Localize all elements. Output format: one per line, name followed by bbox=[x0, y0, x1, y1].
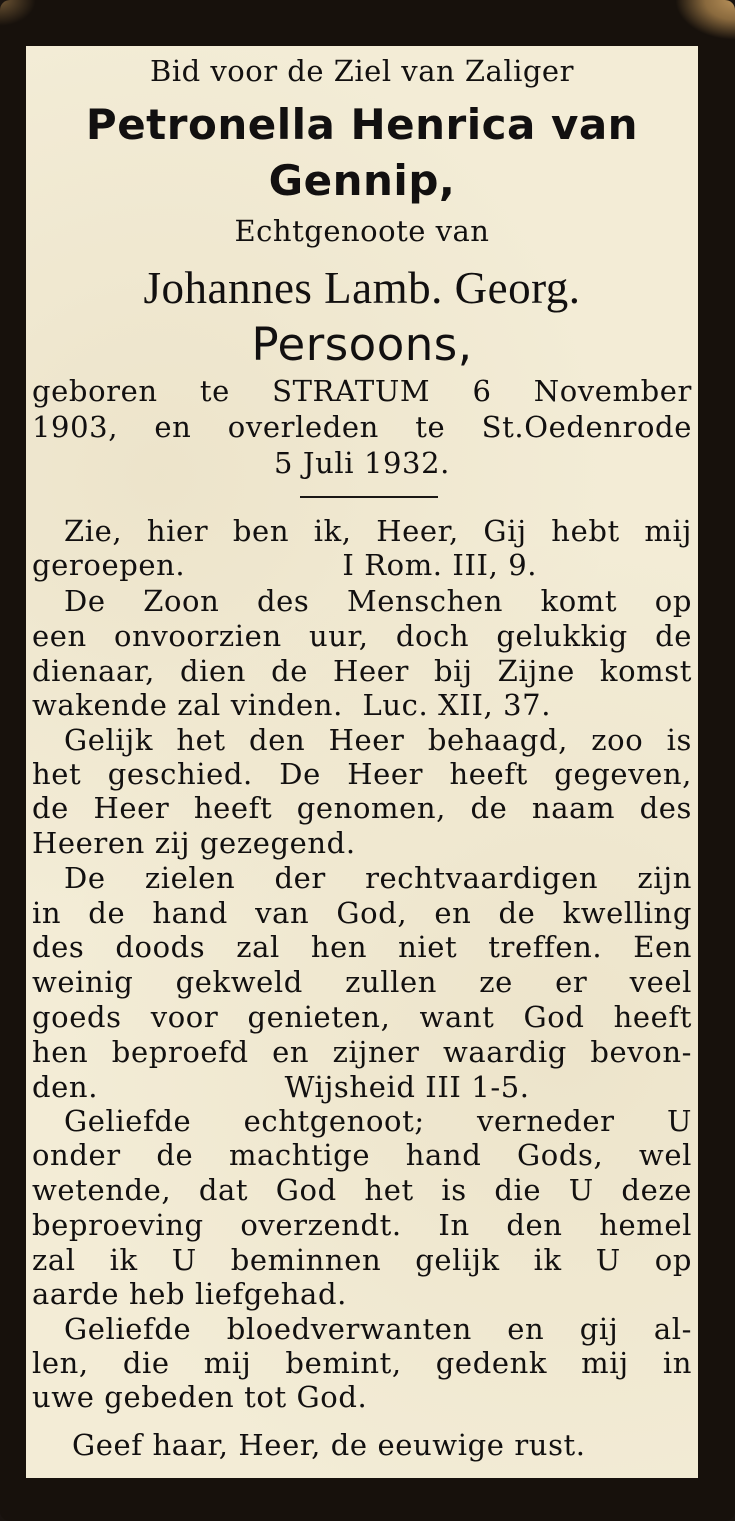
deceased-name-line2: Gennip, bbox=[268, 156, 456, 205]
death-line: 1903, en overleden te St.Oedenrode bbox=[32, 410, 692, 444]
verse-line: De zielen der rechtvaardigen zijn bbox=[64, 861, 692, 895]
deceased-name-line1: Petronella Henrica van bbox=[85, 100, 639, 149]
verse-line: het geschied. De Heer heeft gegeven, bbox=[32, 757, 692, 791]
death-date-line: 5 Juli 1932. bbox=[274, 446, 450, 480]
verse-line: een onvoorzien uur, doch gelukkig de bbox=[32, 619, 692, 653]
verse-line: hen beproefd en zijner waardig bevon- bbox=[32, 1035, 692, 1069]
divider-rule bbox=[300, 496, 438, 498]
verse-line: De Zoon des Menschen komt op bbox=[64, 584, 692, 618]
verse-line: beproeving overzendt. In den hemel bbox=[32, 1208, 692, 1242]
verse-line: wakende zal vinden. Luc. XII, 37. bbox=[32, 688, 552, 722]
verse-line: goeds voor genieten, want God heeft bbox=[32, 1000, 692, 1034]
worn-corner bbox=[675, 0, 735, 40]
verse-line: wetende, dat God het is die U deze bbox=[32, 1173, 692, 1207]
verse-line: weinig gekweld zullen ze er veel bbox=[32, 965, 692, 999]
verse-line: dienaar, dien de Heer bij Zijne komst bbox=[32, 654, 692, 688]
closing-prayer: Geef haar, Heer, de eeuwige rust. bbox=[72, 1428, 586, 1462]
verse-line: de Heer heeft genomen, de naam des bbox=[32, 791, 692, 825]
husband-name-line2: Persoons, bbox=[251, 318, 473, 371]
verse-line: Geliefde echtgenoot; verneder U bbox=[64, 1104, 692, 1138]
verse-line: des doods zal hen niet treffen. Een bbox=[32, 930, 692, 964]
verse-line: Heeren zij gezegend. bbox=[32, 826, 356, 860]
verse-line: den. Wijsheid III 1-5. bbox=[32, 1070, 530, 1104]
worn-corner bbox=[0, 0, 36, 26]
verse-line: len, die mij bemint, gedenk mij in bbox=[32, 1346, 692, 1380]
verse-line: Zie, hier ben ik, Heer, Gij hebt mij bbox=[64, 514, 692, 548]
verse-line: zal ik U beminnen gelijk ik U op bbox=[32, 1243, 692, 1277]
verse-line: aarde heb liefgehad. bbox=[32, 1277, 347, 1311]
birth-line: geboren te STRATUM 6 November bbox=[32, 374, 692, 408]
spouse-label: Echtgenoote van bbox=[234, 214, 490, 248]
verse-line: in de hand van God, en de kwelling bbox=[32, 896, 692, 930]
prayer-header: Bid voor de Ziel van Zaliger bbox=[150, 54, 574, 88]
verse-line: Geliefde bloedverwanten en gij al- bbox=[64, 1312, 692, 1346]
verse-line: geroepen. I Rom. III, 9. bbox=[32, 548, 538, 582]
verse-line: Gelijk het den Heer behaagd, zoo is bbox=[64, 723, 692, 757]
verse-line: uwe gebeden tot God. bbox=[32, 1380, 368, 1414]
husband-name-line1: Johannes Lamb. Georg. bbox=[143, 263, 581, 313]
verse-line: onder de machtige hand Gods, wel bbox=[32, 1138, 692, 1172]
